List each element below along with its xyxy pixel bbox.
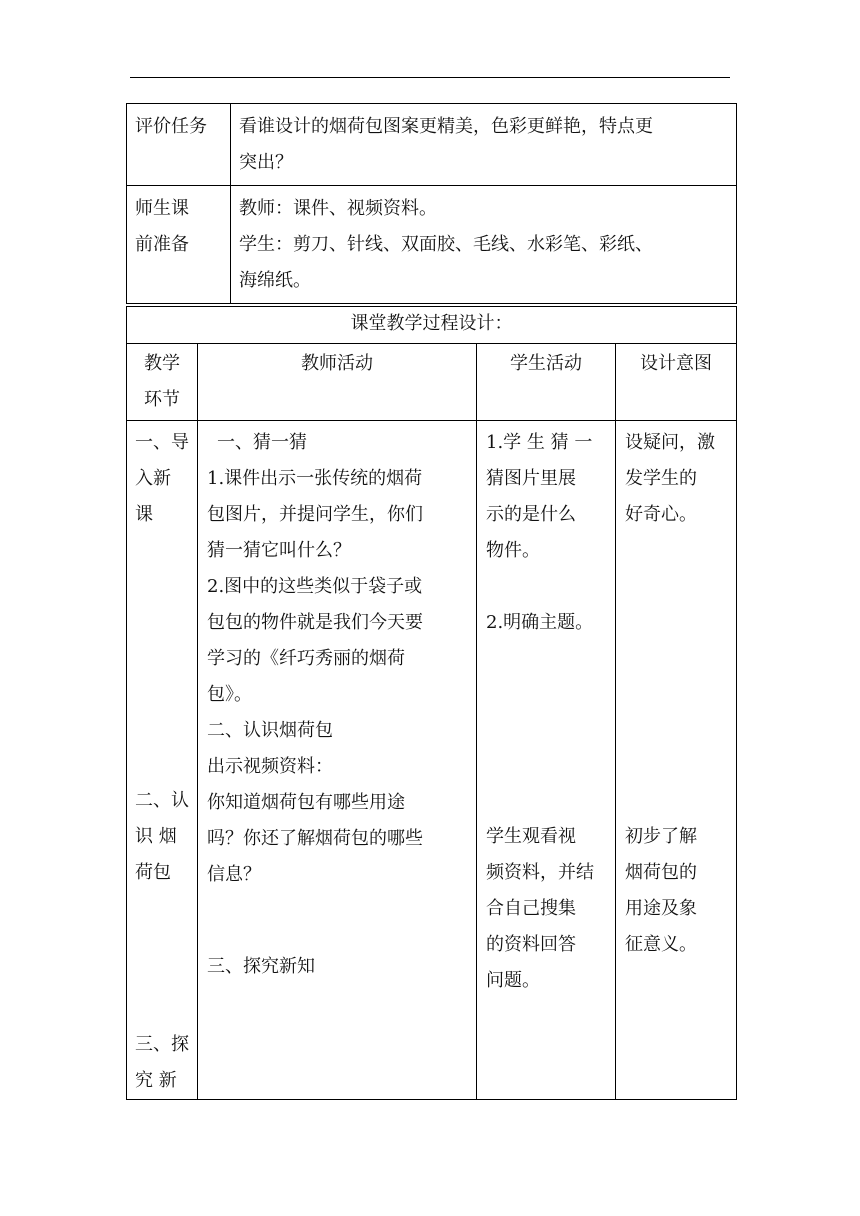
process-table [126, 306, 737, 1100]
table-row [127, 186, 737, 304]
intent-column: 设疑问，激 发学生的 好奇心。 初步了解 烟荷包的 用途及象 征意义。 [616, 421, 737, 1100]
header-intent: 设计意图 [616, 344, 737, 421]
header-teacher: 教师活动 [198, 344, 477, 421]
info-table [126, 103, 737, 304]
table-row [127, 307, 737, 344]
header-rule [130, 77, 730, 78]
table-row [127, 104, 737, 186]
table-caption: 课堂教学过程设计： [127, 307, 737, 344]
prep-content: 教师：课件、视频资料。 学生：剪刀、针线、双面胶、毛线、水彩笔、彩纸、 海绵纸。 [231, 186, 737, 304]
header-stage: 教学 环节 [127, 344, 198, 421]
eval-task-content: 看谁设计的烟荷包图案更精美，色彩更鲜艳，特点更 突出？ [231, 104, 737, 186]
student-column: 1.学 生 猜 一 猜图片里展 示的是什么 物件。 2.明确主题。 学生观看视 频资料，并结 合自己搜集 的资料回答 问题。 [477, 421, 616, 1100]
label-prep: 师生课 前准备 [127, 186, 231, 304]
table-row [127, 421, 737, 1100]
header-student: 学生活动 [477, 344, 616, 421]
label-eval-task: 评价任务 [127, 104, 231, 186]
teacher-column: 一、猜一猜 1.课件出示一张传统的烟荷 包图片，并提问学生，你们 猜一猜它叫什么？ 2.图中的这些类似于袋子或 包包的物件就是我们今天要 学习的《纤巧秀丽的烟荷 包》。 二、认识烟荷包 出示视频资料： 你知道烟荷包有哪些用途 吗？你还了解烟荷包的哪些 信息？ 三、探究新知 [198, 421, 477, 1100]
stage-column: 一、导 入新 课 二、认 识 烟 荷包 三、探 究 新 [127, 421, 198, 1100]
table-header-row [127, 344, 737, 421]
